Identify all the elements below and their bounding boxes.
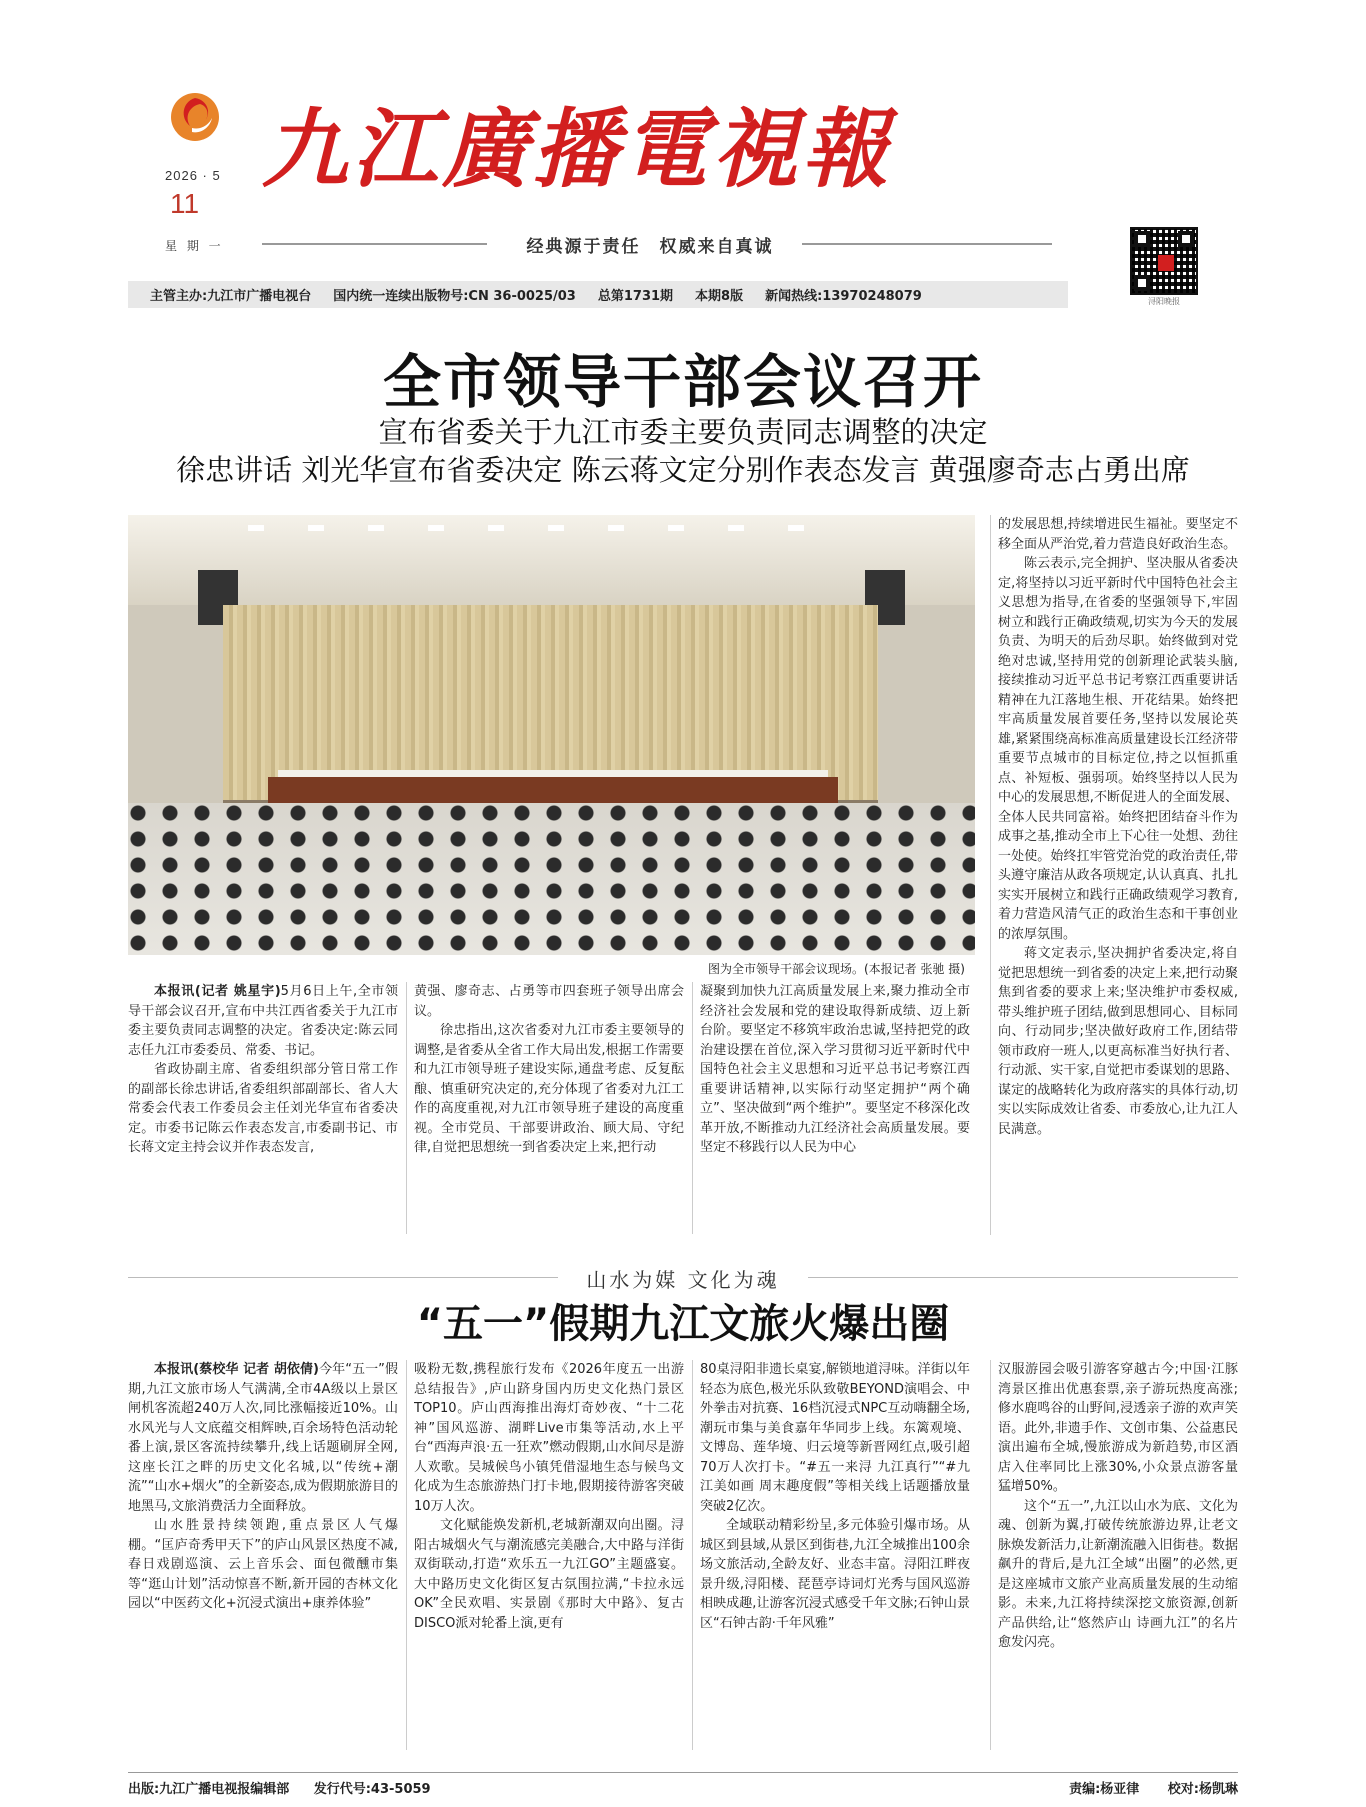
newspaper-logo-icon <box>170 92 220 142</box>
lead-column-2 <box>414 982 684 1234</box>
issue-date-year-month: 2026 · 5 <box>165 168 221 183</box>
qr-code-caption: 浔阳晚报 <box>1148 297 1180 306</box>
lead-paragraph-4: 徐忠指出,这次省委对九江市委主要领导的调整,是省委从全省工作大局出发,根据工作需要和九江市领导班子建设实际,通盘考虑、反复酝酿、慎重研究决定的,充分体现了省委对九江工作的高度重视,对九江市领导班子建设的高度重视。全市党员、干部要讲政治、顾大局、守纪律,自觉把思想统一到省委决定上来,把行动 <box>414 1023 684 1155</box>
lead-paragraph-7: 陈云表示,完全拥护、坚决服从省委决定,将坚持以习近平新时代中国特色社会主义思想为指导,在省委的坚强领导下,牢固树立和践行正确政绩观,切实为今天的发展负责、为明天的后劲尽职。始终做到对党绝对忠诚,坚持用党的创新理论武装头脑,接续推动习近平总书记考察江西重要讲话精神在九江落地生根、开花结果。始终把牢高质量发展首要任务,坚持以发展论英雄,紧紧围绕高标准高质量建设长江经济带重要节点城市的目标定位,持之以恒抓重点、补短板、强弱项。始终坚持以人民为中心的发展思想,不断促进人的全面发展、全体人民共同富裕。始终把团结奋斗作为成事之基,推动全市上下心往一处想、劲往一处使。始终扛牢管党治党的政治责任,带头遵守廉洁从政各项规定,认认真真、扎扎实实开展树立和践行正确政绩观学习教育,着力营造风清气正的政治生态和干事创业的浓厚氛围。 <box>998 556 1238 942</box>
footer-rule <box>128 1772 1238 1773</box>
lead-column-3 <box>700 982 970 1234</box>
meeting-hall-photo <box>128 515 975 955</box>
distribution-code: 发行代号:43-5059 <box>313 1782 431 1797</box>
sponsor-info: 主管主办:九江市广播电视台 <box>150 289 312 304</box>
second-column-2 <box>414 1360 684 1750</box>
issue-date-day: 11 <box>170 188 200 219</box>
footer-editor-info <box>1045 1778 1238 1797</box>
lead-byline: 本报讯(记者 姚星宇) <box>154 984 281 999</box>
second-column-4 <box>998 1360 1238 1750</box>
second-paragraph-5: 80桌浔阳非遗长桌宴,解锁地道浔味。洋街以年轻态为底色,极光乐队致敬BEYOND演唱会、中外拳击对抗赛、16档沉浸式NPC互动嗨翻全场,潮玩市集与美食嘉年华同步上线。东篱观境、文博岛、莲华境、归云境等新晋网红点,吸引超70万人次打卡。“#五一来浔 九江真行”“#九江美如画 周末趣度假”等相关线上话题播放量突破2亿次。 <box>700 1362 970 1514</box>
column-divider <box>990 515 991 1235</box>
issue-weekday: 星 期 一 <box>165 239 224 253</box>
page-count: 本期8版 <box>695 289 744 304</box>
second-paragraph-7: 汉服游园会吸引游客穿越古今;中国·江豚湾景区推出优惠套票,亲子游玩热度高涨;修水鹿鸣谷的山野间,浸透亲子游的欢声笑语。此外,非遗手作、文创市集、公益惠民演出遍布全城,慢旅游成为新趋势,市区酒店入住率同比上涨30%,小众景点游客量猛增50%。 <box>998 1362 1238 1494</box>
column-divider <box>406 982 407 1234</box>
second-column-3 <box>700 1360 970 1750</box>
second-paragraph-6: 全域联动精彩纷呈,多元体验引爆市场。从城区到县域,从景区到街巷,九江全城推出100余场文旅活动,全龄友好、业态丰富。浔阳江畔夜景升级,浔阳楼、琵琶亭诗词灯光秀与国风巡游相映成趣,让游客沉浸式感受千年文脉;石钟山景区“石钟古韵·千年风雅” <box>700 1518 970 1631</box>
editor-in-charge: 责编:杨亚律 <box>1069 1782 1140 1797</box>
lead-subheadline-1: 宣布省委关于九江市委主要负责同志调整的决定 <box>378 415 988 449</box>
second-column-1 <box>128 1360 398 1750</box>
second-paragraph-8: 这个“五一”,九江以山水为底、文化为魂、创新为翼,打破传统旅游边界,让老文脉焕发新活力,让新潮流融入旧街巷。数据飙升的背后,是九江全域“出圈”的必然,更是这座城市文旅产业高质量发展的生动缩影。未来,九江将持续深挖文旅资源,创新产品供给,让“悠然庐山 诗画九江”的名片愈发闪亮。 <box>998 1498 1238 1650</box>
second-paragraph-1: 今年“五一”假期,九江文旅市场人气满满,全市4A级以上景区闸机客流超240万人次,同比涨幅接近10%。山水风光与人文底蕴交相辉映,百余场特色活动轮番上演,景区客流持续攀升,线上话题刷屏全网,这座长江之畔的历史文化名城,以“传统+潮流”“山水+烟火”的全新姿态,成为假期旅游目的地黑马,文旅消费活力全面释放。 <box>128 1362 398 1514</box>
newspaper-slogan: 经典源于责任 权威来自真诚 <box>526 237 774 257</box>
column-divider <box>692 982 693 1234</box>
photo-caption: 图为全市领导干部会议现场。(本报记者 张驰 摄) <box>708 962 965 976</box>
lead-paragraph-8: 蒋文定表示,坚决拥护省委决定,将自觉把思想统一到省委的决定上来,把行动聚焦到省委的要求上来;坚决维护市委权威,带头维护班子团结,做到思想同心、目标同向、行动同步;坚决做好政府工作,团结带领市政府一班人,以更高标准当好执行者、行动派、实干家,自觉把市委谋划的思路、谋定的战略转化为政府落实的具体行动,切实以实际成效让省委、市委放心,让九江人民满意。 <box>998 946 1238 1137</box>
lead-column-1 <box>128 982 398 1234</box>
second-byline: 本报讯(蔡校华 记者 胡依倩) <box>154 1362 319 1377</box>
second-paragraph-2: 山水胜景持续领跑,重点景区人气爆棚。“匡庐奇秀甲天下”的庐山风景区热度不减,春日戏剧巡演、云上音乐会、面包微醺市集等“逛山计划”活动惊喜不断,新开园的杏林文化园以“中医药文化+沉浸式演出+康养体验” <box>128 1518 398 1611</box>
publication-info-bar <box>128 281 1068 308</box>
kicker-rule-right <box>808 1277 1238 1278</box>
second-paragraph-4: 文化赋能焕发新机,老城新潮双向出圈。浔阳古城烟火气与潮流感完美融合,大中路与洋街双街联动,打造“欢乐五一九江GO”主题盛宴。大中路历史文化街区复古氛围拉满,“卡拉永远OK”全民欢唱、实景剧《那时大中路》、复古DISCO派对轮番上演,更有 <box>414 1518 684 1631</box>
lead-paragraph-3: 黄强、廖奇志、占勇等市四套班子领导出席会议。 <box>414 984 684 1019</box>
second-paragraph-3: 吸粉无数,携程旅行发布《2026年度五一出游总结报告》,庐山跻身国内历史文化热门景区TOP10。庐山西海推出海灯奇妙夜、“十二花神”国风巡游、湖畔Live市集等活动,水上平台“西海声浪·五一狂欢”燃动假期,山水间尽是游人欢歌。吴城候鸟小镇凭借湿地生态与候鸟文化成为生态旅游热门打卡地,假期接待游客突破10万人次。 <box>414 1362 684 1514</box>
slogan-rule-right <box>802 243 1052 245</box>
column-divider <box>692 1360 693 1750</box>
second-story-headline: “五一”假期九江文旅火爆出圈 <box>416 1301 950 1347</box>
lead-paragraph-2: 省政协副主席、省委组织部分管日常工作的副部长徐忠讲话,省委组织部副部长、省人大常委会代表工作委员会主任刘光华宣布省委决定。市委书记陈云作表态发言,市委副书记、市长蒋文定主持会议并作表态发言, <box>128 1062 398 1155</box>
lead-headline: 全市领导干部会议召开 <box>382 348 983 416</box>
second-story-kicker: 山水为媒 文化为魂 <box>586 1268 780 1292</box>
column-divider <box>406 1360 407 1750</box>
cn-serial-number: 国内统一连续出版物号:CN 36-0025/03 <box>333 289 576 304</box>
column-divider <box>990 1360 991 1750</box>
total-issue-number: 总第1731期 <box>597 289 674 304</box>
news-hotline: 新闻热线:13970248079 <box>765 289 922 304</box>
lead-paragraph-6: 的发展思想,持续增进民生福祉。要坚定不移全面从严治党,着力营造良好政治生态。 <box>998 517 1238 552</box>
newspaper-masthead-title: 九江廣播電視報 <box>262 99 892 200</box>
lead-subheadline-2: 徐忠讲话 刘光华宣布省委决定 陈云蒋文定分别作表态发言 黄强廖奇志占勇出席 <box>176 453 1190 487</box>
publisher: 出版:九江广播电视报编辑部 <box>128 1782 290 1797</box>
slogan-rule-left <box>262 243 487 245</box>
lead-paragraph-5: 凝聚到加快九江高质量发展上来,聚力推动全市经济社会发展和党的建设取得新成绩、迈上新台阶。要坚定不移筑牢政治忠诚,坚持把党的政治建设摆在首位,深入学习贯彻习近平新时代中国特色社会主义思想和习近平总书记考察江西重要讲话精神,以实际行动坚定拥护“两个确立”、坚决做到“两个维护”。要坚定不移深化改革开放,不断推动九江经济社会高质量发展。要坚定不移践行以人民为中心 <box>700 984 970 1155</box>
qr-code-icon <box>1130 227 1198 295</box>
lead-paragraph-1: 5月6日上午,全市领导干部会议召开,宣布中共江西省委关于九江市委主要负责同志调整的决定。省委决定:陈云同志任九江市委委员、常委、书记。 <box>128 984 398 1058</box>
lead-column-4 <box>998 515 1238 1235</box>
proofreader: 校对:杨凯琳 <box>1167 1782 1238 1797</box>
footer-publisher-info <box>128 1778 451 1797</box>
